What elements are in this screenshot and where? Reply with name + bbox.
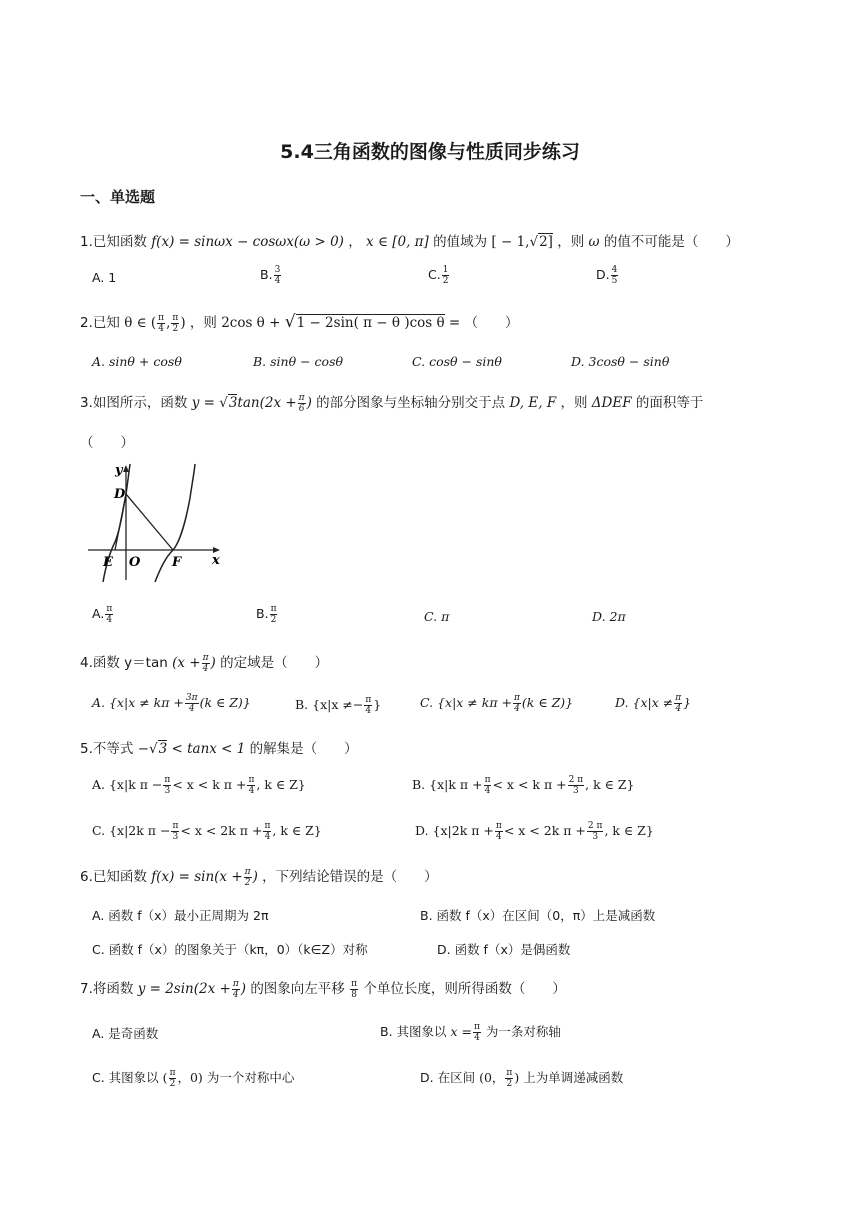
point-d-label: D	[114, 487, 126, 502]
option-a: A. 1	[92, 270, 117, 285]
formula: [ − 1,√2]	[491, 234, 553, 250]
option-d: D. {x|x ≠ $\frac{\pi}{4}$ }	[615, 693, 692, 714]
option-c: C. 其图象以 ( $\frac{\pi}{2}$ ，0) 为一个对称中心	[92, 1068, 295, 1089]
formula: f(x) = sin(x + $\frac{\pi}{2}$ )	[151, 867, 258, 888]
question-number: 7.	[80, 981, 93, 997]
option-b: B. {x|x ≠− $\frac{\pi}{4}$ }	[295, 695, 382, 716]
option-b: B. {x|k π + $\frac{\pi}{4}$ < x < k π + $\frac{2 \pi}{3}$ , k ∈ Z}	[412, 775, 635, 796]
page-title: 5.4三角函数的图像与性质同步练习	[280, 141, 580, 163]
question-7: 7.将函数 y = 2sin(2x + $\frac{\pi}{4}$ ) 的图象向左平移 $\frac{\pi}{8}$ 个单位长度，则所得函数（ ）	[80, 978, 566, 1000]
formula: y = √3tan(2x + $\frac{\pi}{6}$ )	[191, 393, 312, 414]
option-d: D. 在区间 (0， $\frac{\pi}{2}$ ) 上为单调递减函数	[420, 1068, 624, 1089]
option-d: D. 3cosθ − sinθ	[571, 354, 670, 369]
segment-df	[126, 494, 173, 550]
y-axis-label: y	[115, 463, 123, 478]
question-1: 1.已知函数 f(x) = sinωx − cosωx(ω > 0) ， x ∈ [0, π] 的值域为 [ − 1,√2] ，则 ω 的值不可能是（ ）	[80, 234, 739, 250]
formula: 2cos θ + √1 − 2sin( π − θ )cos θ =	[221, 312, 461, 332]
option-a: A. 函数 f（x）最小正周期为 2π	[92, 908, 269, 923]
question-2: 2.已知 θ ∈ ( $\frac{\pi}{4}$ , $\frac{\pi}{2}$ ) ，则 2cos θ + √1 − 2sin( π − θ )cos θ = （ ）	[80, 312, 519, 334]
option-c: C. {x|x ≠ kπ + $\frac{\pi}{4}$ (k ∈ Z)}	[420, 693, 574, 714]
option-b: B. $\frac{\pi}{2}$	[256, 604, 277, 625]
question-6: 6.已知函数 f(x) = sin(x + $\frac{\pi}{2}$ ) ，下列结论错误的是（ ）	[80, 867, 438, 888]
question-number: 6.	[80, 869, 93, 885]
tangent-graph-figure	[84, 460, 224, 584]
option-b: B. $\frac{3}{4}$	[260, 265, 281, 286]
question-3: 3.如图所示，函数 y = √3tan(2x + $\frac{\pi}{6}$ ) 的部分图象与坐标轴分别交于点 D, E, F ，则 ΔDEF 的面积等于	[80, 393, 704, 414]
option-a: A. 是奇函数	[92, 1026, 159, 1041]
option-d: D. 2π	[592, 609, 626, 624]
option-d: D. $\frac{4}{5}$	[596, 265, 618, 286]
origin-label: O	[129, 555, 141, 570]
option-c: C. 函数 f（x）的图象关于（kπ，0）（k∈Z）对称	[92, 942, 368, 957]
question-number: 5.	[80, 741, 93, 757]
formula: (x + $\frac{\pi}{4}$ )	[172, 653, 216, 674]
option-b: B. 函数 f（x）在区间（0，π）上是减函数	[420, 908, 656, 923]
segment-de	[115, 494, 126, 550]
option-d: D. {x|2k π + $\frac{\pi}{4}$ < x < 2k π + $\frac{2 \pi}{3}$ , k ∈ Z}	[415, 821, 654, 842]
formula: x ∈ [0, π]	[366, 234, 429, 250]
option-c: C. {x|2k π − $\frac{\pi}{3}$ < x < 2k π + $\frac{\pi}{4}$ , k ∈ Z}	[92, 821, 322, 842]
question-number: 3.	[80, 395, 93, 411]
question-5: 5.不等式 −√3 < tanx < 1 的解集是（ ）	[80, 741, 358, 757]
question-number: 4.	[80, 655, 93, 671]
option-d: D. 函数 f（x）是偶函数	[437, 942, 571, 957]
y-axis-arrow	[123, 465, 129, 472]
option-c: C. π	[424, 609, 450, 624]
formula: θ ∈ ( $\frac{\pi}{4}$ , $\frac{\pi}{2}$ )	[124, 313, 186, 334]
option-c: C. $\frac{1}{2}$	[428, 265, 449, 286]
x-axis-label: x	[212, 553, 220, 568]
question-number: 1.	[80, 234, 93, 250]
question-number: 2.	[80, 315, 93, 331]
option-a: A. sinθ + cosθ	[92, 354, 182, 369]
point-f-label: F	[172, 555, 182, 570]
section-heading: 一、单选题	[80, 188, 156, 206]
option-b: B. sinθ − cosθ	[253, 354, 344, 369]
formula: −√3 < tanx < 1	[137, 741, 246, 757]
formula: y = 2sin(2x + $\frac{\pi}{4}$ )	[137, 979, 247, 1000]
option-c: C. cosθ − sinθ	[412, 354, 502, 369]
answer-paren: （ ）	[80, 435, 134, 451]
question-4: 4.函数 y＝tan (x + $\frac{\pi}{4}$ ) 的定域是（ ）	[80, 653, 329, 674]
option-a: A. $\frac{\pi}{4}$	[92, 604, 113, 625]
formula: f(x) = sinωx − cosωx(ω > 0)	[151, 234, 344, 250]
option-a: A. {x|x ≠ kπ + $\frac{3\pi}{4}$ (k ∈ Z)}	[92, 693, 251, 714]
option-b: B. 其图象以 x = $\frac{\pi}{4}$ 为一条对称轴	[380, 1022, 561, 1043]
option-a: A. {x|k π − $\frac{\pi}{3}$ < x < k π + $\frac{\pi}{4}$ , k ∈ Z}	[92, 775, 306, 796]
point-e-label: E	[103, 555, 113, 570]
